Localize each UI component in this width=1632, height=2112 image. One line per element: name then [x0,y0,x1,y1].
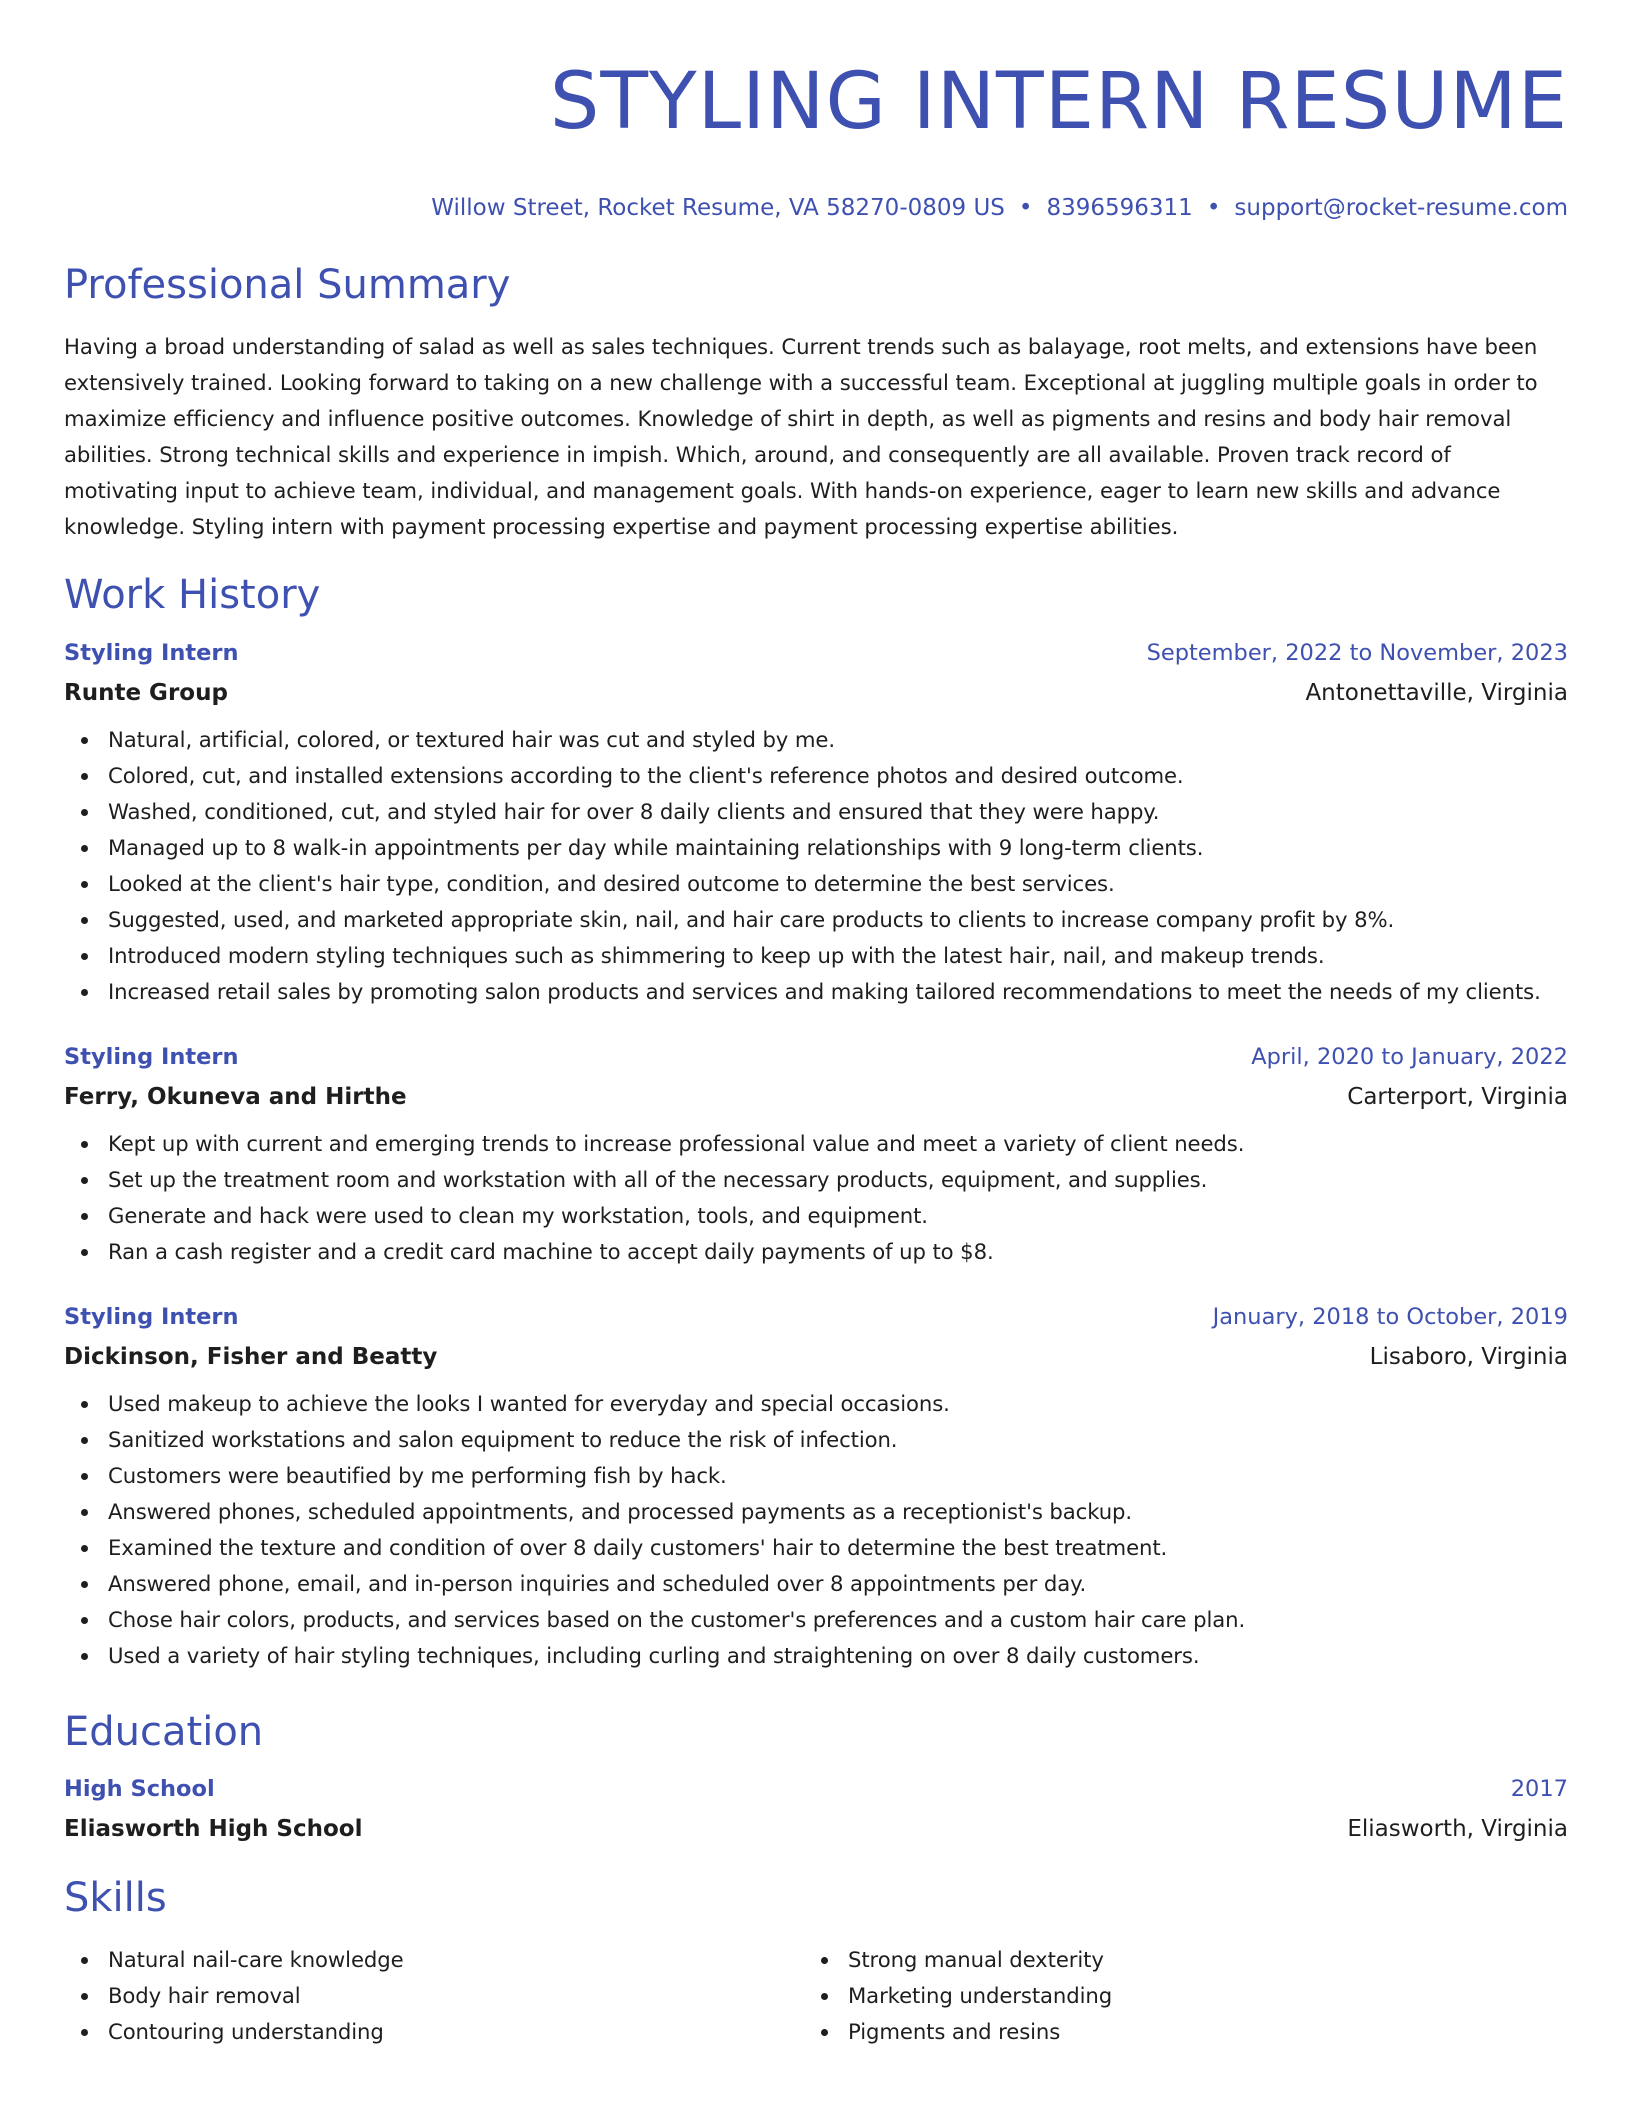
bullet-icon [81,1509,88,1516]
bullet-text: Ran a cash register and a credit card machine to accept daily payments of up to $8. [108,1239,994,1264]
job-dates: January, 2018 to October, 2019 [1212,1304,1568,1330]
skill-text: Natural nail-care knowledge [108,1947,404,1972]
contact-phone: 8396596311 [1046,195,1193,221]
bullet-text: Kept up with current and emerging trends to increase professional value and meet a variety of client needs. [108,1131,1245,1156]
bullet-icon [81,1957,88,1964]
job-title: Styling Intern [64,640,239,666]
bullet-item [64,758,1568,794]
bullet-item [64,1530,1568,1566]
education-degree: High School [64,1776,215,1802]
skill-text: Strong manual dexterity [848,1947,1104,1972]
skill-item [64,1978,804,2014]
bullet-icon [81,2029,88,2036]
bullet-item [64,1234,1568,1270]
job-dates: April, 2020 to January, 2022 [1251,1044,1568,1070]
job-title: Styling Intern [64,1044,239,1070]
bullet-icon [81,809,88,816]
bullet-text: Natural, artificial, colored, or textured hair was cut and styled by me. [108,727,835,752]
bullet-icon [81,1617,88,1624]
work-history-heading: Work History [64,572,321,618]
skills-column-right [804,1942,1544,2050]
bullet-item [64,1198,1568,1234]
bullet-text: Increased retail sales by promoting salon products and services and making tailored recommendations to meet the needs of my clients. [108,979,1541,1004]
bullet-icon [81,1993,88,2000]
bullet-item [64,722,1568,758]
job-location: Antonettaville, Virginia [1305,680,1568,706]
bullet-item [64,1638,1568,1674]
bullet-item [64,974,1568,1010]
job-company: Ferry, Okuneva and Hirthe [64,1084,407,1110]
job-location: Lisaboro, Virginia [1369,1344,1568,1370]
job-entry [64,1302,1568,1674]
summary-heading: Professional Summary [64,262,511,308]
bullet-icon [81,1141,88,1148]
bullet-item [64,1458,1568,1494]
skill-text: Contouring understanding [108,2019,384,2044]
bullet-text: Suggested, used, and marketed appropriate skin, nail, and hair care products to clients to increase company profit by 8%. [108,907,1395,932]
bullet-item [64,1566,1568,1602]
skill-text: Marketing understanding [848,1983,1113,2008]
bullet-text: Answered phone, email, and in-person inquiries and scheduled over 8 appointments per day. [108,1571,1087,1596]
education-entry [64,1774,1568,1844]
education-school: Eliasworth High School [64,1816,363,1842]
bullet-icon [81,1213,88,1220]
bullet-item [64,1602,1568,1638]
skills-grid [64,1942,1568,2050]
job-bullets [64,1386,1568,1674]
bullet-text: Sanitized workstations and salon equipment to reduce the risk of infection. [108,1427,898,1452]
contact-separator: • [1018,195,1033,221]
bullet-text: Used makeup to achieve the looks I wanted for everyday and special occasions. [108,1391,950,1416]
job-bullets [64,722,1568,1010]
bullet-item [64,1422,1568,1458]
bullet-text: Introduced modern styling techniques such as shimmering to keep up with the latest hair, nail, and makeup trends. [108,943,1325,968]
skill-item [64,2014,804,2050]
contact-email: support@rocket-resume.com [1234,195,1568,221]
bullet-item [64,794,1568,830]
bullet-item [64,866,1568,902]
skills-list [64,1942,804,2050]
job-bullets [64,1126,1568,1270]
bullet-text: Used a variety of hair styling techniques, including curling and straightening on over 8 daily customers. [108,1643,1200,1668]
skill-item [804,2014,1544,2050]
bullet-item [64,1494,1568,1530]
bullet-icon [81,773,88,780]
bullet-item [64,1386,1568,1422]
summary-text: Having a broad understanding of salad as well as sales techniques. Current trends such as balayage, root melts, and extensions have been extensively trained. Looking forward to taking on a new challenge with a successful team. Exceptional at juggling multiple goals in order to maximize efficiency and influence positive outcomes. Knowledge of shirt in depth, as well as pigments and resins and body hair removal abilities. Strong technical skills and experience in impish. Which, around, and consequently are all available. Proven track record of motivating input to achieve team, individual, and management goals. With hands-on experience, eager to learn new skills and advance knowledge. Styling intern with payment processing expertise and payment processing expertise abilities. [64,334,1538,539]
education-year: 2017 [1510,1776,1568,1802]
bullet-icon [81,1177,88,1184]
education-heading: Education [64,1709,264,1755]
bullet-icon [821,1957,828,1964]
resume-title: STYLING INTERN RESUME [549,57,1568,147]
bullet-text: Set up the treatment room and workstation with all of the necessary products, equipment, and supplies. [108,1167,1208,1192]
bullet-icon [81,881,88,888]
bullet-text: Generate and hack were used to clean my workstation, tools, and equipment. [108,1203,928,1228]
bullet-item [64,1126,1568,1162]
bullet-item [64,938,1568,974]
job-company: Runte Group [64,680,228,706]
bullet-icon [821,2029,828,2036]
job-company: Dickinson, Fisher and Beatty [64,1344,438,1370]
skill-item [804,1978,1544,2014]
bullet-item [64,902,1568,938]
job-title: Styling Intern [64,1304,239,1330]
bullet-text: Answered phones, scheduled appointments, and processed payments as a receptionist's backup. [108,1499,1133,1524]
bullet-icon [81,1401,88,1408]
bullet-item [64,830,1568,866]
bullet-icon [81,989,88,996]
job-location: Carterport, Virginia [1347,1084,1568,1110]
bullet-text: Colored, cut, and installed extensions according to the client's reference photos and desired outcome. [108,763,1184,788]
skill-item [64,1942,804,1978]
bullet-text: Chose hair colors, products, and services based on the customer's preferences and a custom hair care plan. [108,1607,1246,1632]
skills-column-left [64,1942,804,2050]
bullet-icon [81,1437,88,1444]
bullet-icon [81,845,88,852]
bullet-icon [81,1249,88,1256]
bullet-icon [81,1473,88,1480]
contact-line [64,194,1568,222]
skill-text: Body hair removal [108,1983,301,2008]
bullet-text: Examined the texture and condition of over 8 daily customers' hair to determine the best treatment. [108,1535,1168,1560]
bullet-icon [81,1581,88,1588]
skills-heading: Skills [64,1875,167,1921]
job-dates: September, 2022 to November, 2023 [1146,640,1568,666]
bullet-text: Customers were beautified by me performing fish by hack. [108,1463,727,1488]
bullet-text: Managed up to 8 walk-in appointments per day while maintaining relationships with 9 long-term clients. [108,835,1204,860]
bullet-item [64,1162,1568,1198]
job-entry [64,1042,1568,1270]
education-location: Eliasworth, Virginia [1347,1816,1568,1842]
bullet-text: Washed, conditioned, cut, and styled hair for over 8 daily clients and ensured that they were happy. [108,799,1160,824]
bullet-text: Looked at the client's hair type, condition, and desired outcome to determine the best services. [108,871,1115,896]
skill-item [804,1942,1544,1978]
bullet-icon [81,737,88,744]
bullet-icon [81,1545,88,1552]
contact-address: Willow Street, Rocket Resume, VA 58270-0809 US [431,195,1005,221]
bullet-icon [81,917,88,924]
job-entry [64,638,1568,1010]
bullet-icon [81,953,88,960]
bullet-icon [81,1653,88,1660]
bullet-icon [821,1993,828,2000]
skill-text: Pigments and resins [848,2019,1061,2044]
skills-list [804,1942,1544,2050]
contact-separator: • [1206,195,1221,221]
